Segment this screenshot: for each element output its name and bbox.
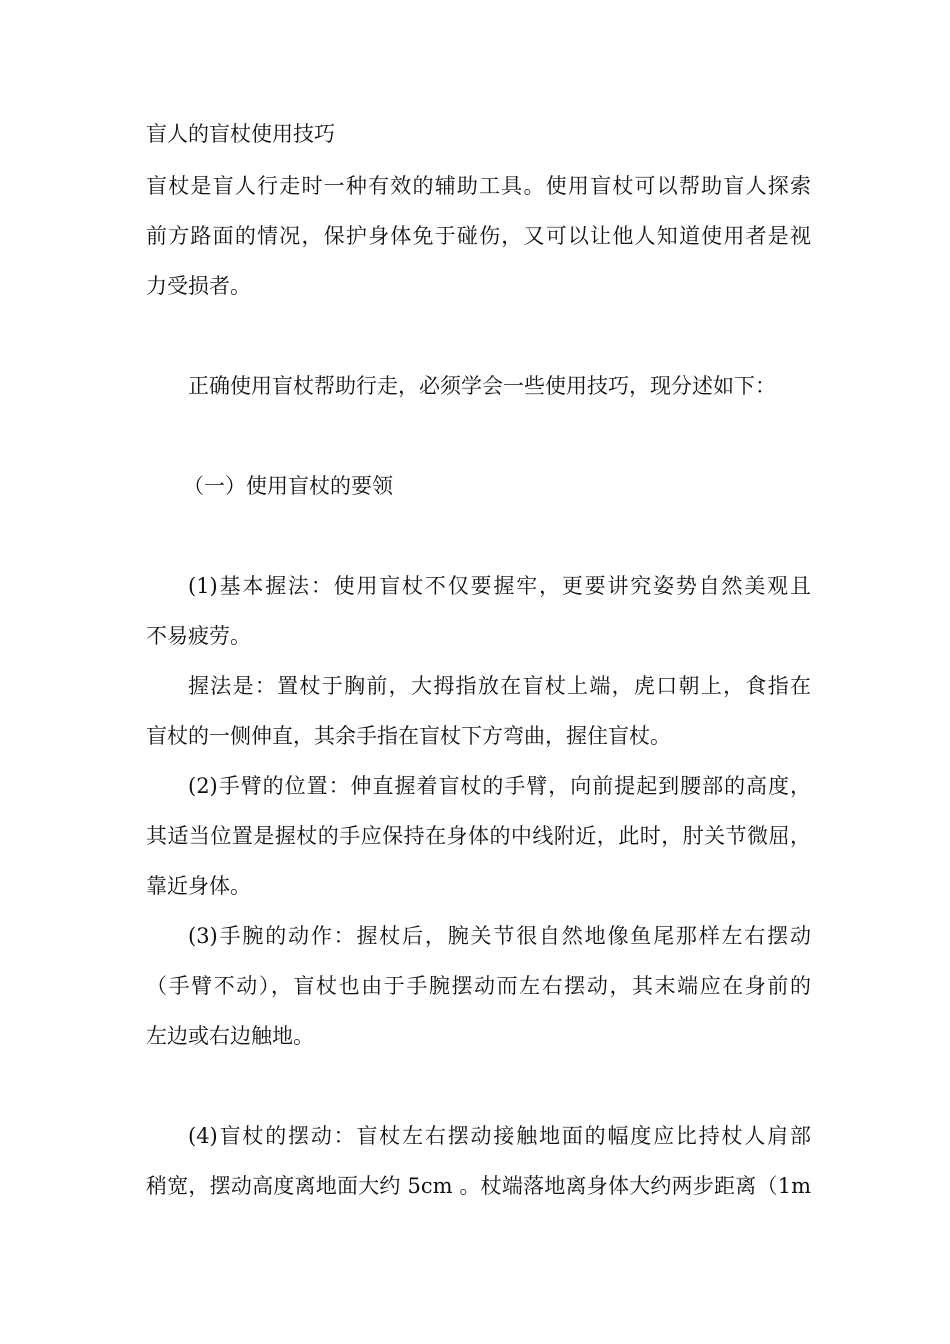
paragraph-line: 握法是：置杖于胸前，大拇指放在盲杖上端，虎口朝上，食指在 — [188, 674, 811, 698]
paragraph-line: (3)手腕的动作：握杖后，腕关节很自然地像鱼尾那样左右摆动 — [188, 924, 811, 948]
paragraph-line: (1)基本握法：使用盲杖不仅要握牢，更要讲究姿势自然美观且 — [188, 574, 811, 598]
paragraph-line: 盲杖的一侧伸直，其余手指在盲杖下方弯曲，握住盲杖。 — [146, 724, 671, 748]
paragraph-line: 其适当位置是握杖的手应保持在身体的中线附近，此时，肘关节微屈， — [146, 824, 811, 848]
paragraph-line: (4)盲杖的摆动：盲杖左右摆动接触地面的幅度应比持杖人肩部 — [188, 1124, 811, 1148]
paragraph-line: 不易疲劳。 — [146, 624, 251, 648]
paragraph-line: 左边或右边触地。 — [146, 1024, 314, 1048]
paragraph-line: （手臂不动），盲杖也由于手腕摆动而左右摆动，其末端应在身前的 — [146, 974, 811, 998]
paragraph-line: 前方路面的情况，保护身体免于碰伤，又可以让他人知道使用者是视 — [146, 224, 811, 248]
paragraph-line: 正确使用盲杖帮助行走，必须学会一些使用技巧，现分述如下： — [188, 374, 776, 398]
paragraph-line: 靠近身体。 — [146, 874, 251, 898]
paragraph-line: (2)手臂的位置：伸直握着盲杖的手臂，向前提起到腰部的高度， — [188, 774, 811, 798]
paragraph-line: 盲杖是盲人行走时一种有效的辅助工具。使用盲杖可以帮助盲人探索 — [146, 174, 811, 198]
document-title: 盲人的盲杖使用技巧 — [146, 122, 335, 146]
paragraph-line: 力受损者。 — [146, 274, 251, 298]
paragraph-line: 稍宽，摆动高度离地面大约 5cm 。杖端落地离身体大约两步距离（1m — [146, 1174, 811, 1198]
section-heading: （一）使用盲杖的要领 — [183, 474, 393, 498]
